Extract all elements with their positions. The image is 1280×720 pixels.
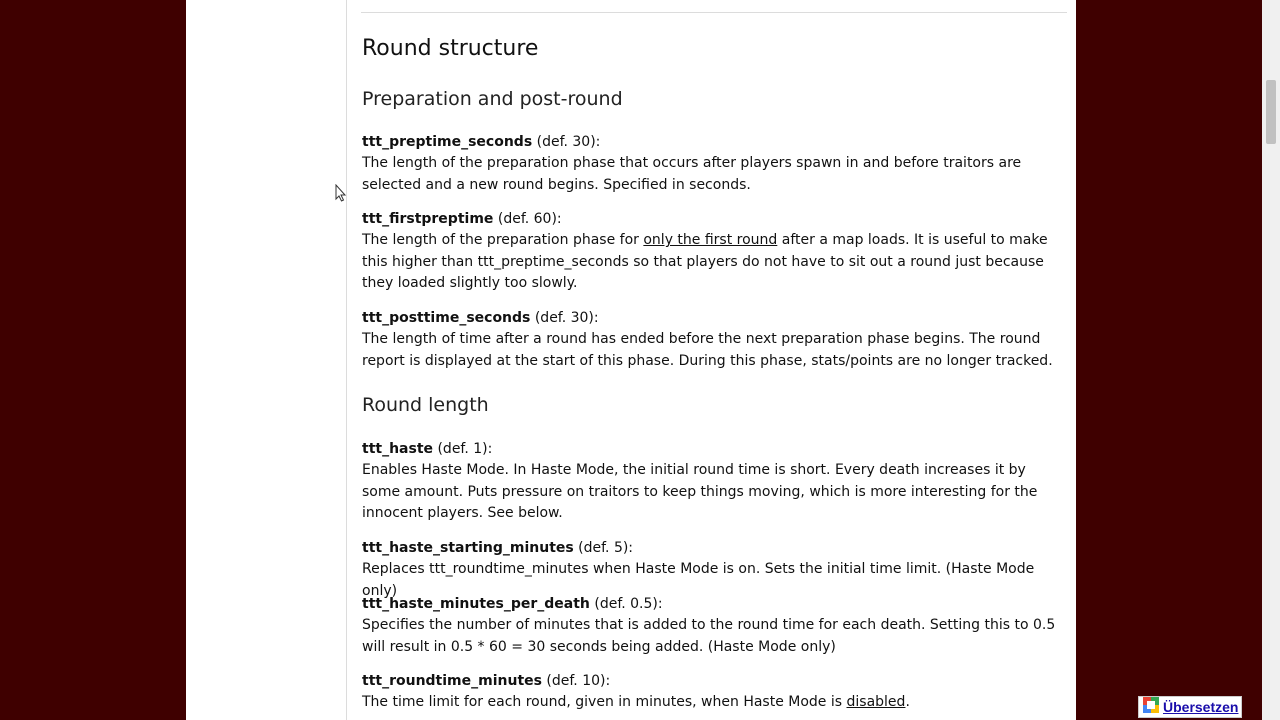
translate-button[interactable] bbox=[1138, 696, 1242, 718]
convar-description: Replaces ttt_roundtime_minutes when Haste Mode is on. Sets the initial time limit. (Haste Mode only) bbox=[362, 561, 1035, 599]
convar-default: (def. 0.5): bbox=[589, 596, 663, 612]
convar-default: (def. 1): bbox=[433, 441, 493, 457]
scrollbar-thumb[interactable] bbox=[1266, 80, 1276, 144]
convar-name: ttt_haste_minutes_per_death bbox=[362, 596, 590, 612]
convar-name: ttt_haste bbox=[362, 441, 434, 457]
vertical-scrollbar[interactable] bbox=[1262, 0, 1280, 720]
desc-text: The time limit for each round, given in minutes, when Haste Mode is bbox=[362, 694, 847, 711]
desc-text: . bbox=[905, 694, 910, 711]
translate-label[interactable]: Übersetzen bbox=[1163, 699, 1239, 715]
convar-description: The length of the preparation phase that occurs after players spawn in and before traitors are selected and a new round begins. Specified in seconds. bbox=[362, 155, 1022, 193]
subsection-heading-preparation: Preparation and post-round bbox=[362, 88, 623, 110]
convar-default: (def. 10): bbox=[541, 673, 611, 689]
convar-default: (def. 30): bbox=[532, 134, 601, 150]
emphasis-link: only the first round bbox=[643, 232, 778, 249]
convar-description bbox=[362, 230, 1064, 294]
convar-entry bbox=[362, 308, 1064, 372]
convar-entry bbox=[362, 594, 1064, 658]
convar-description: Enables Haste Mode. In Haste Mode, the initial round time is short. Every death increases it by some amount. Puts pressure on traitors to keep things moving, which is more interesting for the innocent players. See below. bbox=[362, 462, 1038, 521]
subsection-heading-round-length: Round length bbox=[362, 394, 489, 416]
convar-entry bbox=[362, 671, 1064, 714]
convar-name: ttt_firstpreptime bbox=[362, 211, 494, 227]
section-heading-round-structure: Round structure bbox=[362, 36, 539, 61]
desc-text: The length of the preparation phase for bbox=[362, 232, 644, 249]
convar-default: (def. 5): bbox=[573, 540, 634, 556]
convar-name: ttt_roundtime_minutes bbox=[362, 673, 542, 689]
convar-description bbox=[362, 692, 1064, 713]
convar-description: Specifies the number of minutes that is added to the round time for each death. Setting this to 0.5 will result in 0.5 * 60 = 30 seconds being added. (Haste Mode only) bbox=[362, 617, 1056, 655]
convar-name: ttt_preptime_seconds bbox=[362, 134, 533, 150]
sidebar-column bbox=[186, 0, 346, 720]
divider bbox=[361, 12, 1067, 13]
convar-description: The length of time after a round has ended before the next preparation phase begins. The round report is displayed at the start of this phase. During this phase, stats/points are no longer tracked. bbox=[362, 331, 1053, 369]
desc-text: after a map loads. It is useful to make this higher than ttt_preptime_seconds so that players do not have to sit out a round just because they loaded slightly too slowly. bbox=[362, 232, 1048, 291]
convar-name: ttt_posttime_seconds bbox=[362, 310, 531, 326]
page bbox=[186, 0, 1076, 720]
emphasis-link: disabled bbox=[846, 694, 906, 711]
convar-default: (def. 30): bbox=[530, 310, 599, 326]
convar-entry bbox=[362, 439, 1064, 524]
convar-entry bbox=[362, 538, 1064, 602]
convar-default: (def. 60): bbox=[493, 211, 562, 227]
convar-entry bbox=[362, 209, 1064, 294]
main-content bbox=[346, 0, 1076, 720]
convar-entry bbox=[362, 132, 1064, 196]
convar-name: ttt_haste_starting_minutes bbox=[362, 540, 574, 556]
mouse-cursor-icon bbox=[335, 184, 347, 202]
google-translate-icon bbox=[1143, 697, 1159, 717]
